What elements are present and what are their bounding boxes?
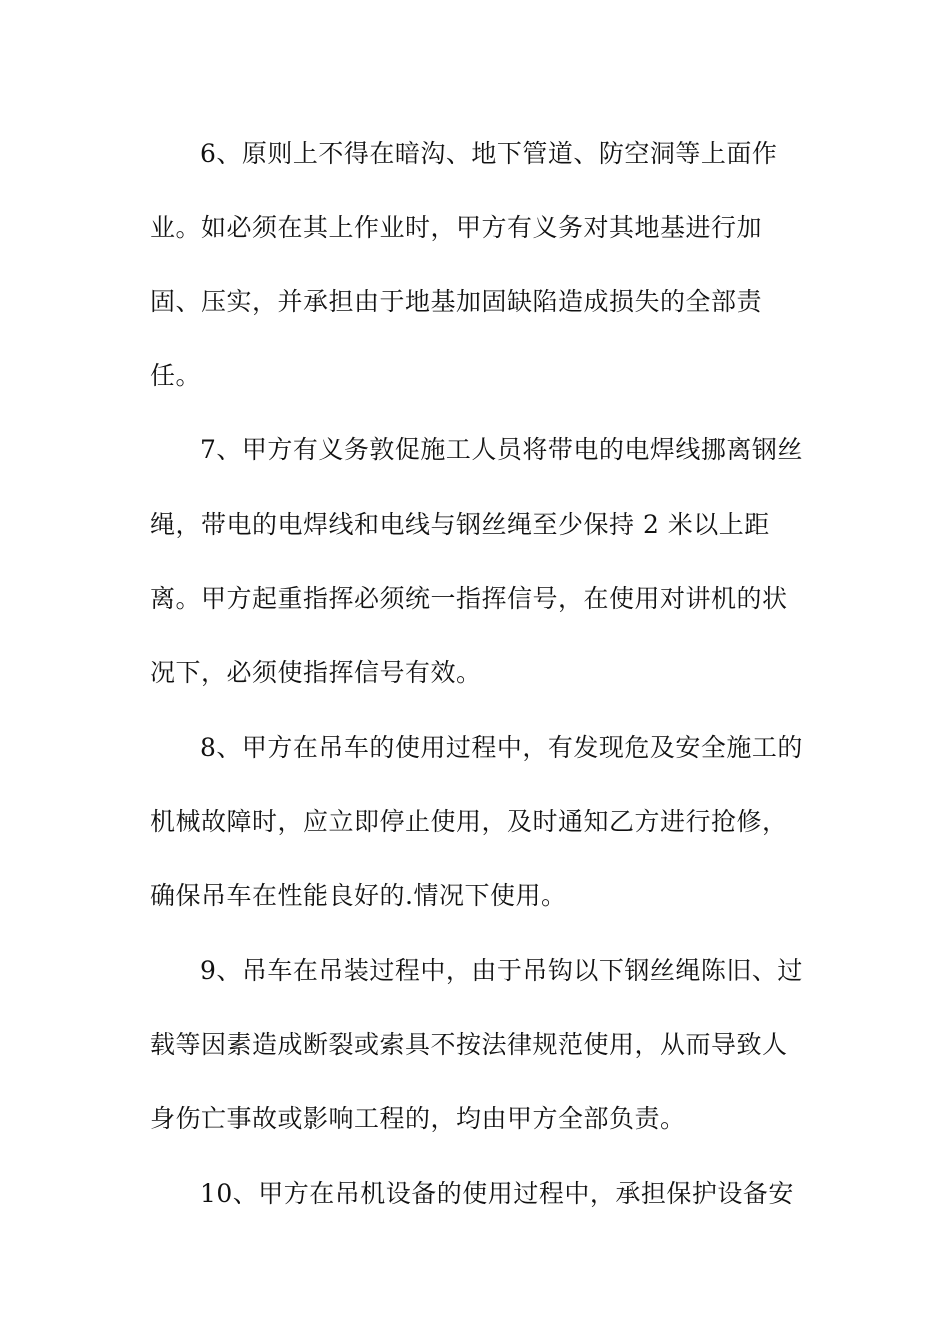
- paragraph-9-line-3: 身伤亡事故或影响工程的，均由甲方全部负责。: [150, 1104, 686, 1133]
- paragraph-8-line-2: 机械故障时，应立即停止使用，及时通知乙方进行抢修，: [150, 807, 788, 836]
- paragraph-7-line-1: 7、甲方有义务敦促施工人员将带电的电焊线挪离钢丝: [200, 435, 803, 464]
- paragraph-6-line-2: 业。如必须在其上作业时，甲方有义务对其地基进行加: [150, 213, 763, 242]
- paragraph-8-line-3: 确保吊车在性能良好的.情况下使用。: [150, 881, 567, 910]
- paragraph-7-line-3: 离。甲方起重指挥必须统一指挥信号，在使用对讲机的状: [150, 584, 788, 613]
- paragraph-6-line-4: 任。: [150, 361, 202, 390]
- paragraph-8-line-1: 8、甲方在吊车的使用过程中，有发现危及安全施工的: [200, 733, 803, 762]
- paragraph-9-line-2: 载等因素造成断裂或索具不按法律规范使用，从而导致人: [150, 1030, 788, 1059]
- paragraph-6-line-3: 固、压实，并承担由于地基加固缺陷造成损失的全部责: [150, 287, 763, 316]
- paragraph-10-line-1: 10、甲方在吊机设备的使用过程中，承担保护设备安: [200, 1179, 794, 1208]
- paragraph-6-line-1: 6、原则上不得在暗沟、地下管道、防空洞等上面作: [200, 139, 778, 168]
- paragraph-9-line-1: 9、吊车在吊装过程中，由于吊钩以下钢丝绳陈旧、过: [200, 956, 803, 985]
- paragraph-7-line-4: 况下，必须使指挥信号有效。: [150, 658, 482, 687]
- paragraph-7-line-2: 绳，带电的电焊线和电线与钢丝绳至少保持 2 米以上距: [150, 510, 770, 539]
